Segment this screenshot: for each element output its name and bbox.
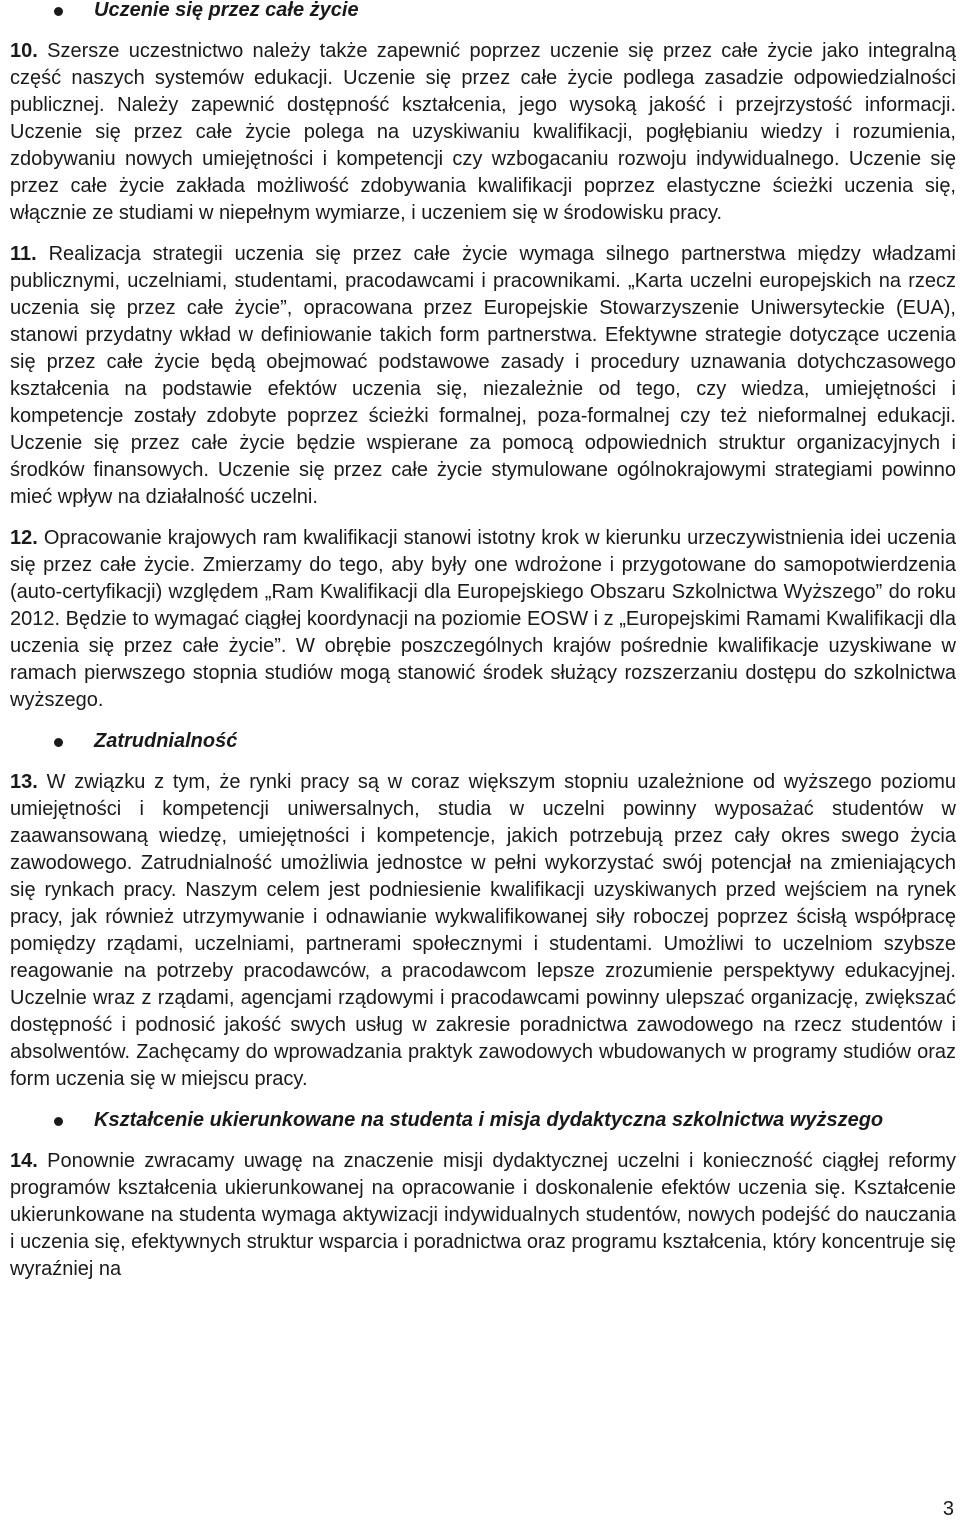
bullet-icon bbox=[54, 1117, 63, 1126]
paragraph-text: Szersze uczestnictwo należy także zapewnić poprzez uczenie się przez całe życie jako integralną część naszych systemów edukacji. Uczenie się przez całe życie podlega zasadzie odpowiedzialności publicznej. Należy zapewnić dostępność kształcenia, jego wysoką jakość i przejrzystość informacji. Uczenie się przez całe życie polega na uzyskiwaniu kwalifikacji, pogłębianiu wiedzy i rozumienia, zdobywaniu nowych umiejętności i kompetencji czy wzbogacaniu rozwoju indywidualnego. Uczenie się przez całe życie zakłada możliwość zdobywania kwalifikacji poprzez elastyczne ścieżki uczenia się, włącznie ze studiami w niepełnym wymiarze, i uczeniem się w środowisku pracy. bbox=[10, 40, 957, 224]
document-page bbox=[10, 0, 956, 1283]
paragraph-text: W związku z tym, że rynki pracy są w coraz większym stopniu uzależnione od wyższego poziomu umiejętności i kompetencji uniwersalnych, studia w uczelni powinny wyposażać studentów w zaawansowaną wiedzę, umiejętności i kompetencje, jakich potrzebują przez cały okres swego życia zawodowego. Zatrudnialność umożliwia jednostce w pełni wykorzystać swój potencjał na zmieniających się rynkach pracy. Naszym celem jest podniesienie kwalifikacji uzyskiwanych przed wejściem na rynek pracy, jak również utrzymywanie i odnawianie wykwalifikowanej siły roboczej poprzez ścisłą współpracę pomiędzy rządami, uczelniami, partnerami społecznymi i studentami. Umożliwi to uczelniom szybsze reagowanie na potrzeby pracodawców, a pracodawcom lepsze zrozumienie perspektywy edukacyjnej. Uczelnie wraz z rządami, agencjami rządowymi i pracodawcami powinny ulepszać organizację, zwiększać dostępność i podnosić jakość swych usług w zakresie poradnictwa zawodowego na rzecz studentów i absolwentów. Zachęcamy do wprowadzania praktyk zawodowych wbudowanych w programy studiów oraz form uczenia się w miejscu pracy. bbox=[10, 771, 956, 1090]
paragraph-13 bbox=[10, 769, 956, 1093]
section-heading-text: Kształcenie ukierunkowane na studenta i misja dydaktyczna szkolnictwa wyższego bbox=[94, 1109, 884, 1131]
section-heading-text: Zatrudnialność bbox=[94, 730, 238, 752]
paragraph-text: Realizacja strategii uczenia się przez całe życie wymaga silnego partnerstwa między władzami publicznymi, uczelniami, studentami, pracodawcami i pracownikami. „Karta uczelni europejskich na rzecz uczenia się przez całe życie”, opracowana przez Europejskie Stowarzyszenie Uniwersyteckie (EUA), stanowi przydatny wkład w definiowanie takich form partnerstwa. Efektywne strategie dotyczące uczenia się przez całe życie będą obejmować podstawowe zasady i procedury uznawania dotychczasowego kształcenia na podstawie efektów uczenia się, niezależnie od tego, czy wiedza, umiejętności i kompetencje zostały zdobyte poprzez ścieżki formalnej, poza-formalnej czy też nieformalnej edukacji. Uczenie się przez całe życie będzie wspierane za pomocą odpowiednich struktur organizacyjnych i środków finansowych. Uczenie się przez całe życie stymulowane ogólnokrajowymi strategiami powinno mieć wpływ na działalność uczelni. bbox=[10, 243, 956, 508]
bullet-icon bbox=[54, 7, 63, 16]
paragraph-10 bbox=[10, 38, 956, 227]
paragraph-14 bbox=[10, 1148, 956, 1283]
paragraph-number: 14. bbox=[10, 1150, 38, 1172]
paragraph-11 bbox=[10, 241, 956, 511]
section-heading-text: Uczenie się przez całe życie bbox=[94, 0, 359, 21]
page-number: 3 bbox=[942, 1498, 954, 1520]
paragraph-12 bbox=[10, 525, 956, 714]
paragraph-number: 11. bbox=[10, 243, 37, 265]
paragraph-text: Opracowanie krajowych ram kwalifikacji stanowi istotny krok w kierunku urzeczywistnienia idei uczenia się przez całe życie. Zmierzamy do tego, aby były one wdrożone i przygotowane do samopotwierdzenia (auto-certyfikacji) względem „Ram Kwalifikacji dla Europejskiego Obszaru Szkolnictwa Wyższego” do roku 2012. Będzie to wymagać ciągłej koordynacji na poziomie EOSW i z „Europejskimi Ramami Kwalifikacji dla uczenia się przez całe życie”. W obrębie poszczególnych krajów pośrednie kwalifikacje uzyskiwane w ramach pierwszego stopnia studiów mogą stanowić środek służący rozszerzaniu dostępu do szkolnictwa wyższego. bbox=[10, 527, 956, 711]
bullet-icon bbox=[54, 738, 63, 747]
section-heading-student-centred-learning bbox=[10, 1107, 956, 1134]
section-heading-lifelong-learning bbox=[10, 0, 956, 24]
paragraph-text: Ponownie zwracamy uwagę na znaczenie misji dydaktycznej uczelni i konieczność ciągłej reformy programów kształcenia ukierunkowanej na opracowanie i doskonalenie efektów uczenia się. Kształcenie ukierunkowane na studenta wymaga aktywizacji indywidualnych studentów, nowych podejść do nauczania i uczenia się, efektywnych struktur wsparcia i poradnictwa oraz programu kształcenia, który koncentruje się wyraźniej na bbox=[10, 1150, 956, 1280]
paragraph-number: 10. bbox=[10, 40, 38, 62]
paragraph-number: 12. bbox=[10, 527, 38, 549]
section-heading-employability bbox=[10, 728, 956, 755]
paragraph-number: 13. bbox=[10, 771, 38, 793]
